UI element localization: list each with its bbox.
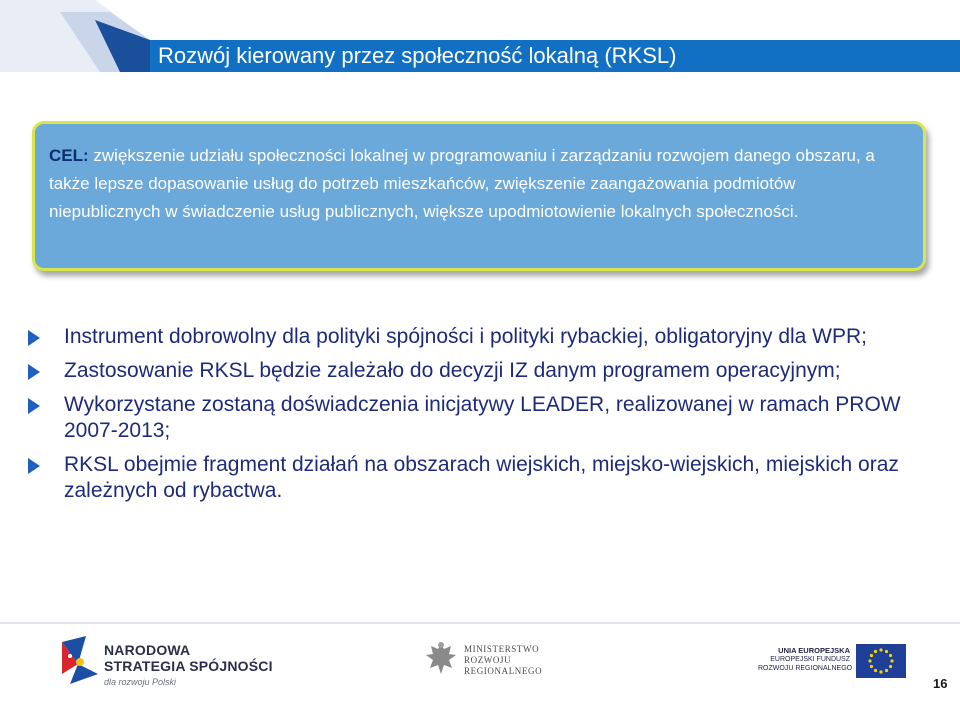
nss-line1: NARODOWA — [104, 642, 191, 658]
ministry-line1: MINISTERSTWO — [464, 644, 540, 654]
eu-line3: ROZWOJU REGIONALNEGO — [758, 665, 853, 672]
bullet-text: Instrument dobrowolny dla polityki spójności i polityki rybackiej, obligatoryjny dla WPR; — [64, 325, 868, 348]
nss-logo-text — [104, 642, 273, 687]
footer-divider — [0, 622, 960, 624]
eu-logo-text — [758, 646, 853, 673]
eu-flag-icon — [856, 644, 906, 678]
page-number: 16 — [933, 676, 948, 691]
eu-line1: UNIA EUROPEJSKA — [778, 646, 850, 655]
triangle-bullet-icon — [28, 364, 40, 380]
goal-text: zwiększenie udziału społeczności lokalnej w programowaniu i zarządzaniu rozwojem danego obszaru, a także lepsze dopasowanie usług do potrzeb mieszkańców, zwiększenie zaangażowania podmiotów niepublicznych w świadczenie usług publicznych, większe upodmiotowienie lokalnych społeczności. — [49, 146, 875, 221]
bullet-text: RKSL obejmie fragment działań na obszarach wiejskich, miejsko-wiejskich, miejskich oraz zależnych od rybactwa. — [64, 453, 899, 502]
ministry-line2: ROZWOJU — [464, 655, 512, 665]
bullet-list — [22, 324, 922, 512]
eu-line2: EUROPEJSKI FUNDUSZ — [770, 656, 850, 663]
ministry-line3: REGIONALNEGO — [464, 666, 543, 676]
list-item — [22, 324, 922, 350]
eagle-emblem-icon — [424, 640, 458, 678]
bullet-text: Zastosowanie RKSL będzie zależało do decyzji IZ danym programem operacyjnym; — [64, 359, 841, 382]
ministry-logo-text — [464, 644, 542, 677]
triangle-bullet-icon — [28, 398, 40, 414]
triangle-bullet-icon — [28, 330, 40, 346]
nss-line2: STRATEGIA SPÓJNOŚCI — [104, 658, 273, 674]
nss-subtitle: dla rozwoju Polski — [104, 677, 177, 687]
goal-box — [32, 121, 926, 271]
list-item — [22, 392, 922, 444]
list-item — [22, 358, 922, 384]
nss-logo-icon — [60, 634, 100, 686]
bullet-text: Wykorzystane zostaną doświadczenia inicjatywy LEADER, realizowanej w ramach PROW 2007-2013; — [64, 393, 901, 442]
goal-label: CEL: — [49, 146, 89, 165]
list-item — [22, 452, 922, 504]
page-title: Rozwój kierowany przez społeczność lokalną (RKSL) — [158, 43, 677, 68]
triangle-bullet-icon — [28, 458, 40, 474]
